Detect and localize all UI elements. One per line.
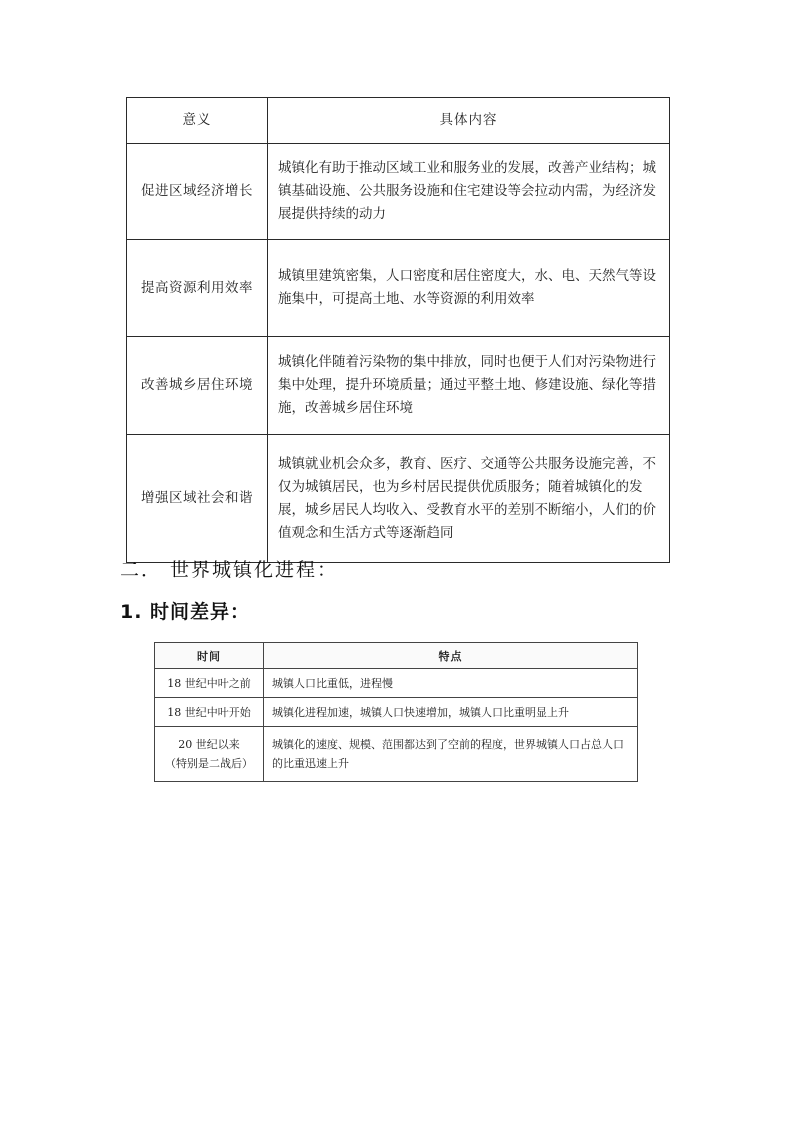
table-header-row: [155, 643, 638, 669]
meaning-cell: 改善城乡居住环境: [127, 337, 268, 435]
time-cell: 18 世纪中叶开始: [155, 698, 264, 727]
table-row: [155, 669, 638, 698]
table-row: [127, 240, 670, 337]
header-content: 具体内容: [268, 98, 670, 144]
header-feature: 特点: [264, 643, 638, 669]
header-time: 时间: [155, 643, 264, 669]
section-heading: 二． 世界城镇化进程：: [120, 559, 339, 581]
meaning-cell: 促进区域经济增长: [127, 144, 268, 240]
content-cell: 城镇就业机会众多，教育、医疗、交通等公共服务设施完善，不仅为城镇居民，也为乡村居民提供优质服务；随着城镇化的发展，城乡居民人均收入、受教育水平的差别不断缩小，人们的价值观念和生活方式等逐渐趋同: [268, 435, 670, 563]
content-cell: 城镇化有助于推动区域工业和服务业的发展，改善产业结构；城镇基础设施、公共服务设施和住宅建设等会拉动内需，为经济发展提供持续的动力: [268, 144, 670, 240]
time-line-1: 20 世纪以来: [178, 738, 240, 751]
sub-heading: 1. 时间差异：: [120, 601, 251, 623]
meaning-cell: 增强区域社会和谐: [127, 435, 268, 563]
content-cell: 城镇化伴随着污染物的集中排放，同时也便于人们对污染物进行集中处理，提升环境质量；通过平整土地、修建设施、绿化等措施，改善城乡居住环境: [268, 337, 670, 435]
feature-cell: 城镇化的速度、规模、范围都达到了空前的程度，世界城镇人口占总人口的比重迅速上升: [264, 727, 638, 782]
urbanization-significance-table: [126, 97, 670, 563]
time-line-2: （特别是二战后）: [165, 757, 253, 770]
time-difference-table: [154, 642, 638, 782]
content-cell: 城镇里建筑密集，人口密度和居住密度大，水、电、天然气等设施集中，可提高土地、水等资源的利用效率: [268, 240, 670, 337]
table-row: [127, 337, 670, 435]
table-row: [155, 727, 638, 782]
table-row: [127, 144, 670, 240]
time-cell: 18 世纪中叶之前: [155, 669, 264, 698]
table-row: [155, 698, 638, 727]
time-cell: [155, 727, 264, 782]
feature-cell: 城镇人口比重低，进程慢: [264, 669, 638, 698]
header-meaning: 意义: [127, 98, 268, 144]
table-row: [127, 435, 670, 563]
feature-cell: 城镇化进程加速，城镇人口快速增加，城镇人口比重明显上升: [264, 698, 638, 727]
meaning-cell: 提高资源利用效率: [127, 240, 268, 337]
table-header-row: [127, 98, 670, 144]
